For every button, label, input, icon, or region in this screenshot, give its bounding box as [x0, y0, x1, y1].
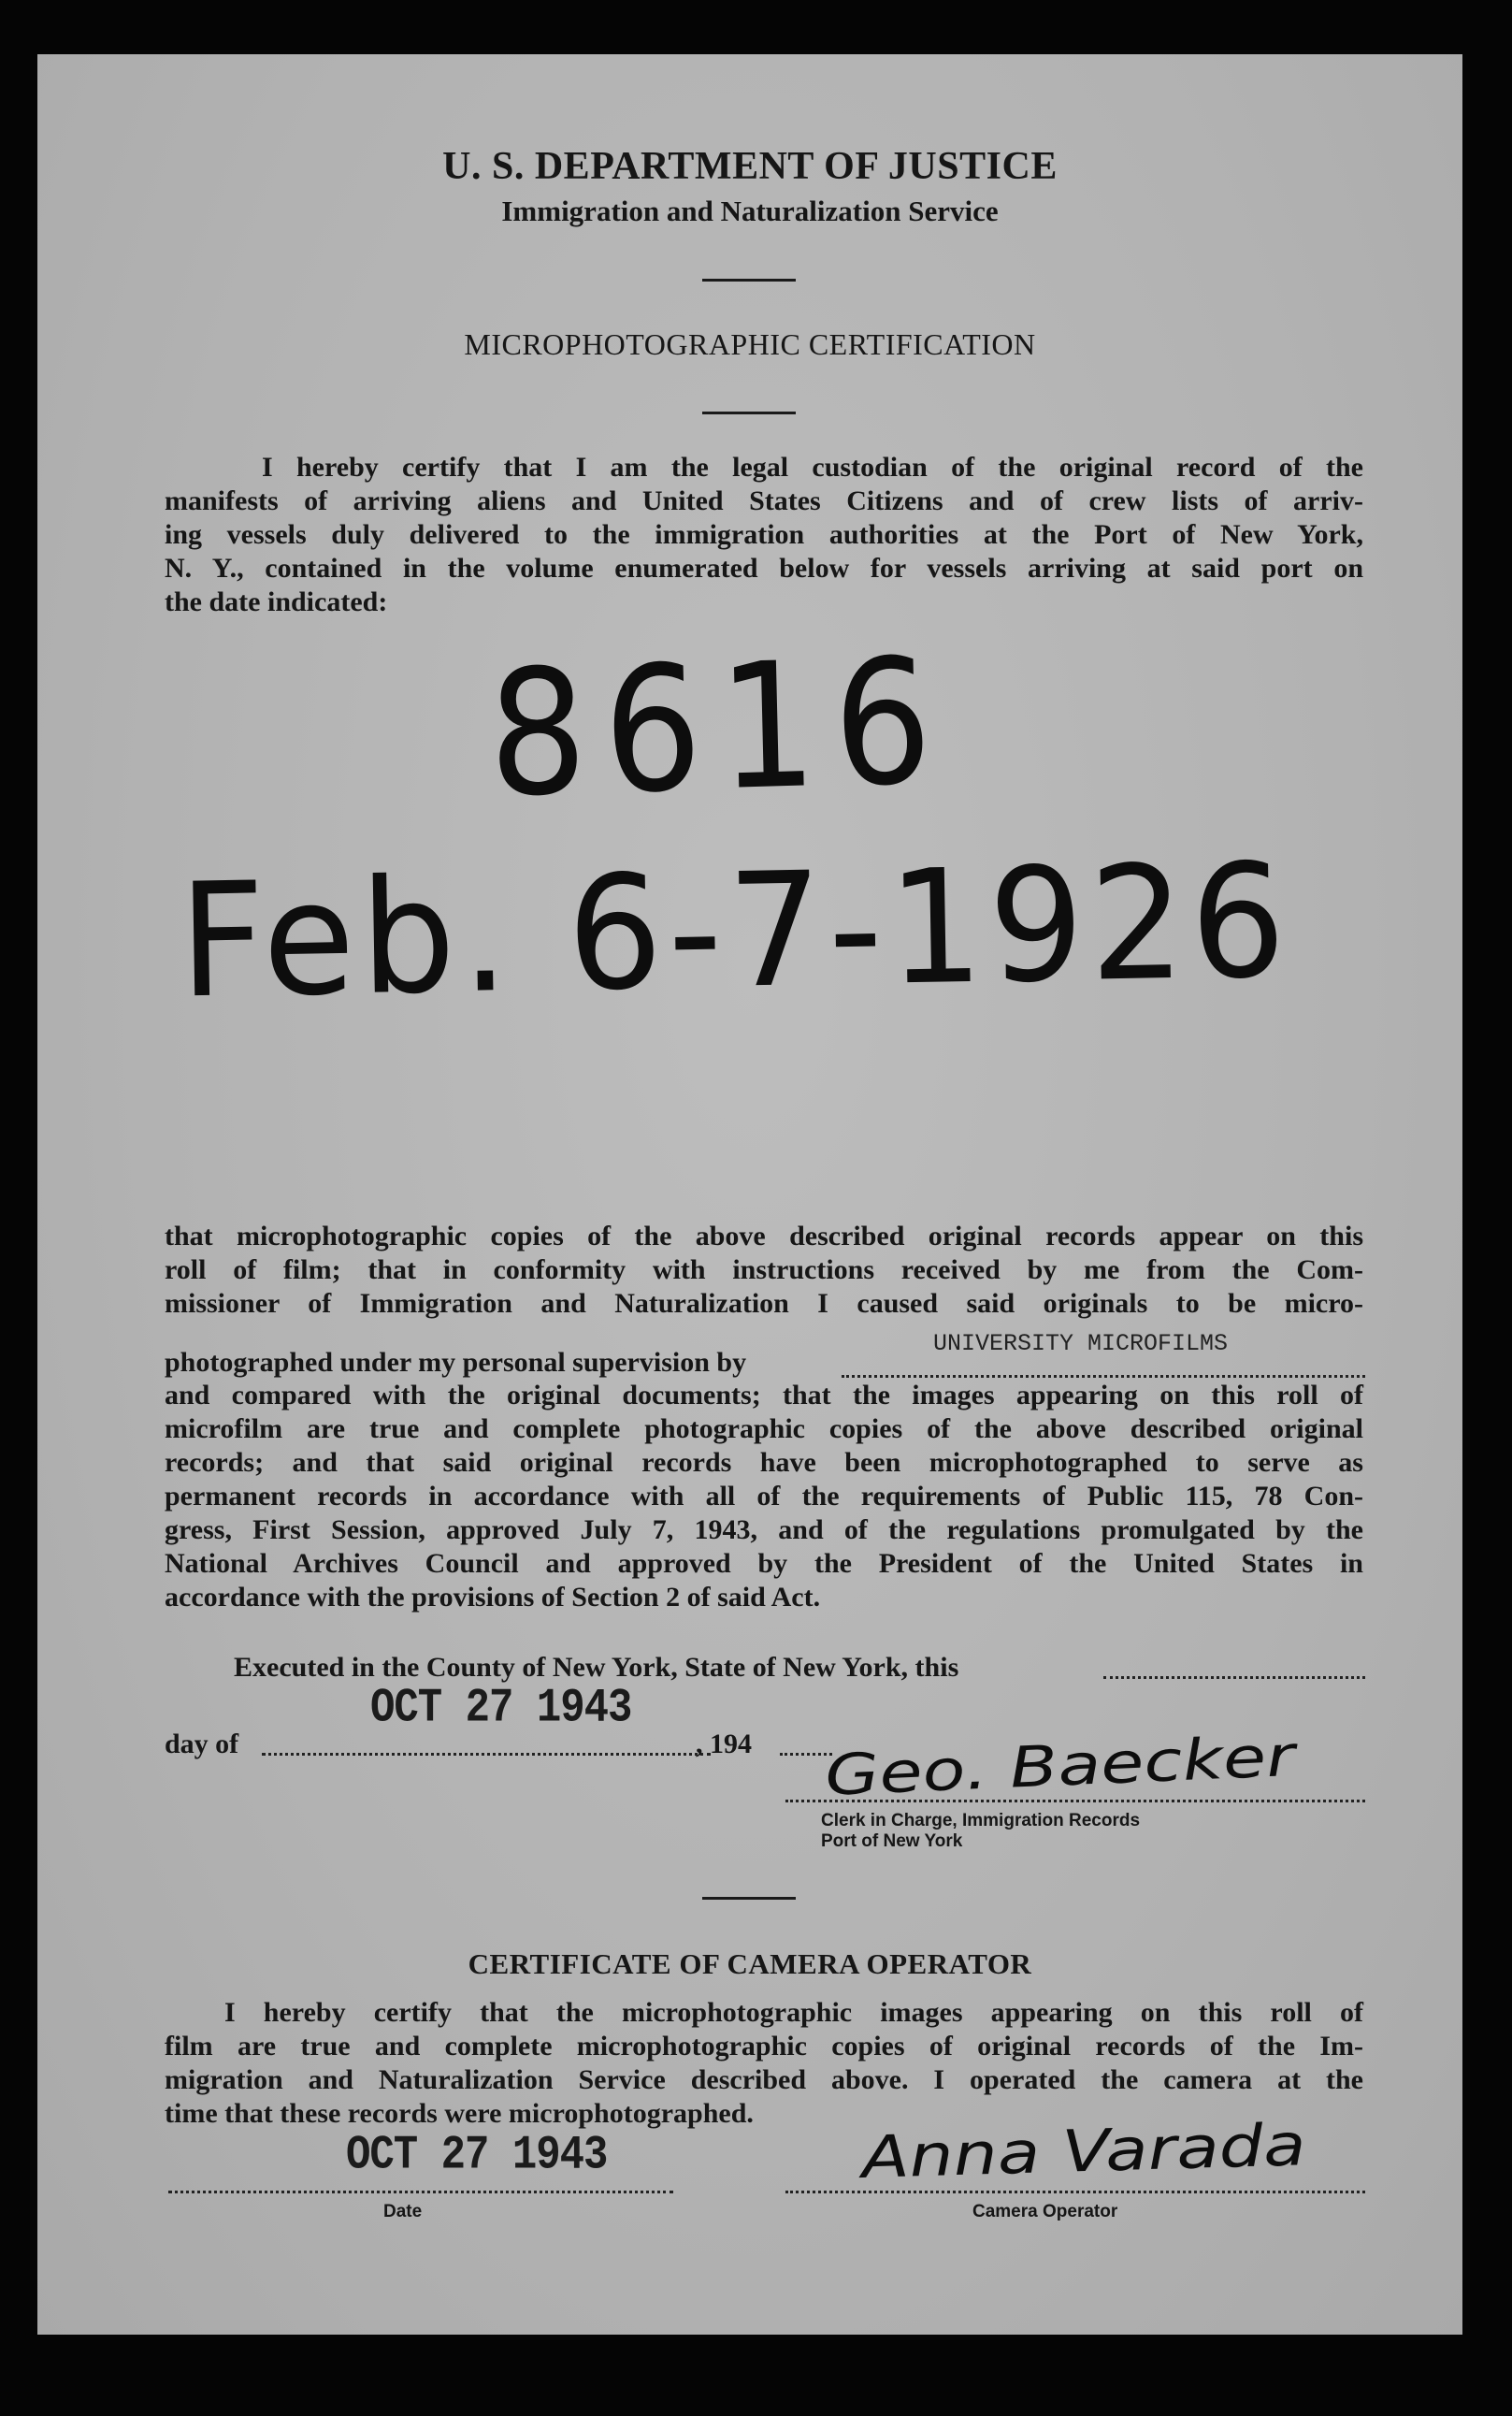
body-line: missioner of Immigration and Naturalization I caused said originals to be micro-: [165, 1288, 1363, 1319]
operator-signature-line: [785, 2191, 1365, 2193]
date-stamp-executed: OCT 27 1943: [370, 1682, 632, 1736]
intro-line: I hereby certify that I am the legal custodian of the original record of the: [262, 452, 1363, 483]
intro-line: manifests of arriving aliens and United States Citizens and of crew lists of arriv-: [165, 485, 1363, 516]
executed-text: Executed in the County of New York, State of New York, this: [234, 1652, 959, 1683]
clerk-title: Clerk in Charge, Immigration Records: [821, 1811, 1141, 1830]
clerk-signature: Geo. Baecker: [823, 1723, 1297, 1809]
handwritten-volume-number: 8616: [486, 620, 951, 835]
body-line: National Archives Council and approved by the President of the United States in: [165, 1548, 1363, 1579]
camera-line: film are true and complete microphotographic copies of original records of the Im-: [165, 2031, 1363, 2062]
certification-title: MICROPHOTOGRAPHIC CERTIFICATION: [464, 327, 1036, 361]
clerk-signature-line: [785, 1800, 1365, 1802]
camera-line: time that these records were microphotographed.: [165, 2098, 754, 2129]
supervision-blank: [842, 1375, 1365, 1378]
camera-line: I hereby certify that the microphotographic images appearing on this roll of: [224, 1997, 1363, 2028]
year-prefix: , 194: [696, 1729, 752, 1759]
supervision-prefix: photographed under my personal supervision by: [165, 1347, 747, 1378]
date-stamp-camera: OCT 27 1943: [346, 2129, 608, 2183]
divider: [702, 412, 796, 414]
day-blank: [262, 1753, 711, 1756]
body-line: microfilm are true and complete photographic copies of the above described original: [165, 1413, 1363, 1444]
body-line: roll of film; that in conformity with instructions received by me from the Com-: [165, 1254, 1363, 1285]
clerk-place: Port of New York: [821, 1831, 963, 1851]
body-line: records; and that said original records have been microphotographed to serve as: [165, 1447, 1363, 1478]
certificate-page: [37, 54, 1462, 2335]
date-line: [168, 2191, 673, 2193]
day-of-label: day of: [165, 1729, 239, 1759]
department-heading: U. S. DEPARTMENT OF JUSTICE: [442, 145, 1058, 188]
intro-line: N. Y., contained in the volume enumerated below for vessels arriving at said port on: [165, 553, 1363, 584]
divider: [702, 1897, 796, 1900]
date-label: Date: [383, 2202, 423, 2221]
body-line: and compared with the original documents; that the images appearing on this roll of: [165, 1380, 1363, 1411]
microfilm-company: UNIVERSITY MICROFILMS: [933, 1330, 1229, 1357]
body-line: accordance with the provisions of Section 2 of said Act.: [165, 1582, 821, 1613]
camera-line: migration and Naturalization Service described above. I operated the camera at the: [165, 2064, 1363, 2095]
handwritten-date: Feb. 6-7-1926: [178, 829, 1293, 1034]
divider: [702, 279, 796, 282]
camera-certificate-title: CERTIFICATE OF CAMERA OPERATOR: [468, 1947, 1032, 1980]
operator-signature: Anna Varada: [860, 2110, 1307, 2192]
service-subheading: Immigration and Naturalization Service: [501, 195, 999, 227]
intro-line: the date indicated:: [165, 586, 388, 617]
body-line: permanent records in accordance with all of the requirements of Public 115, 78 Con-: [165, 1481, 1363, 1512]
executed-blank: [1103, 1676, 1365, 1679]
operator-label: Camera Operator: [972, 2202, 1118, 2221]
body-line: gress, First Session, approved July 7, 1943, and of the regulations promulgated by the: [165, 1514, 1363, 1545]
body-line: that microphotographic copies of the above described original records appear on this: [165, 1221, 1363, 1251]
intro-line: ing vessels duly delivered to the immigration authorities at the Port of New York,: [165, 519, 1363, 550]
